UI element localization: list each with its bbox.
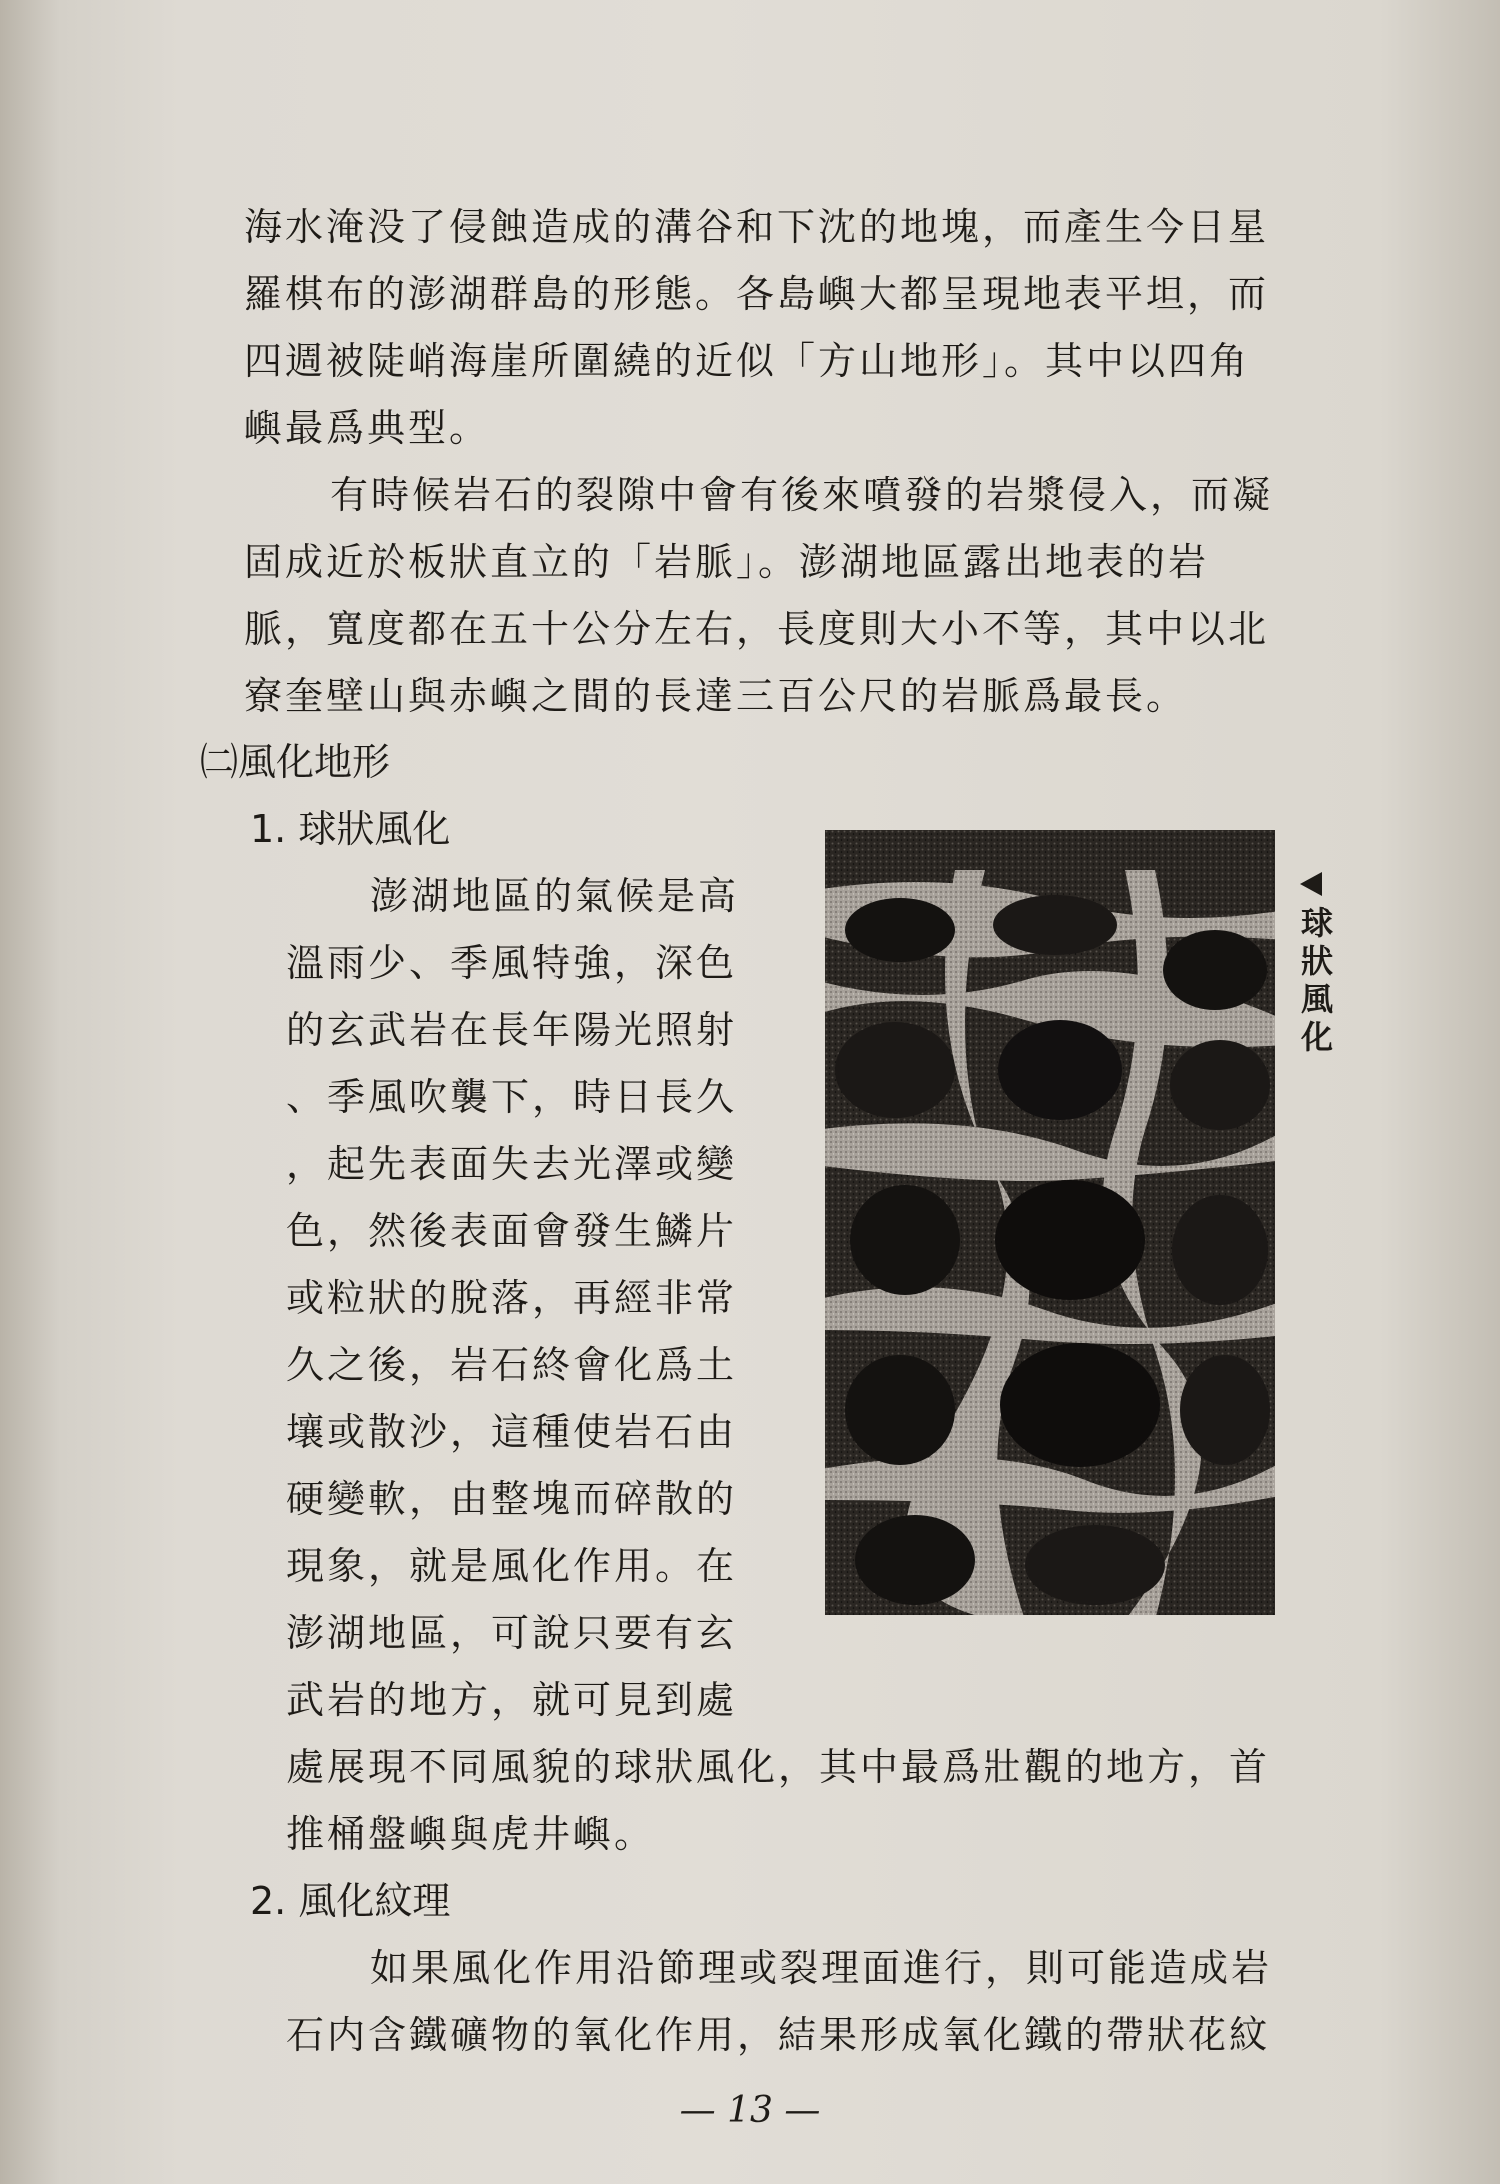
page-number: — 13 — [679, 2090, 821, 2131]
text-line: 溫雨少、季風特強，深色 [286, 941, 738, 985]
caption-char: 球 [1300, 904, 1333, 942]
text-line: 壤或散沙，這種使岩石由 [286, 1410, 738, 1454]
text-line: 有時候岩石的裂隙中會有後來噴發的岩漿侵入，而凝 [330, 473, 1274, 517]
text-line: 、季風吹襲下，時日長久 [286, 1075, 738, 1119]
text-line: 久之後，岩石終會化爲土 [286, 1343, 738, 1387]
text-line: 色，然後表面會發生鱗片 [286, 1209, 738, 1253]
text-line: 石内含鐵礦物的氧化作用，結果形成氧化鐵的帶狀花紋 [286, 2013, 1271, 2057]
caption-pointer-icon [1300, 872, 1322, 896]
text-line: 的玄武岩在長年陽光照射 [286, 1008, 738, 1052]
text-line: 羅棋布的澎湖群島的形態。各島嶼大都呈現地表平坦，而 [244, 272, 1270, 316]
text-line: 推桶盤嶼與虎井嶼。 [286, 1812, 656, 1856]
section-heading: ㈡風化地形 [200, 740, 391, 784]
spheroidal-weathering-photo [825, 830, 1275, 1615]
text-line: 處展現不同風貌的球狀風化，其中最爲壯觀的地方，首 [286, 1745, 1271, 1789]
subheading-spheroidal-weathering: 1. 球狀風化 [250, 807, 451, 851]
text-line: 海水淹没了侵蝕造成的溝谷和下沈的地塊，而產生今日星 [244, 205, 1270, 249]
subheading-weathering-texture: 2. 風化紋理 [250, 1879, 451, 1923]
text-line: ，起先表面失去光澤或變 [286, 1142, 738, 1186]
text-line: 武岩的地方，就可見到處 [286, 1678, 738, 1722]
text-line: 如果風化作用沿節理或裂理面進行，則可能造成岩 [370, 1946, 1273, 1990]
text-line: 固成近於板狀直立的「岩脈」。澎湖地區露出地表的岩 [244, 540, 1210, 584]
caption-char: 風 [1300, 980, 1333, 1018]
text-line: 四週被陡峭海崖所圍繞的近似「方山地形」。其中以四角 [244, 339, 1251, 383]
text-line: 脈，寬度都在五十公分左右，長度則大小不等，其中以北 [244, 607, 1270, 651]
text-line: 嶼最爲典型。 [244, 406, 491, 450]
text-line: 澎湖地區，可說只要有玄 [286, 1611, 738, 1655]
text-line: 澎湖地區的氣候是高 [370, 874, 740, 918]
caption-char: 化 [1300, 1018, 1333, 1056]
photo-caption [1297, 904, 1337, 1056]
basalt-rock-illustration [825, 830, 1275, 1615]
caption-char: 狀 [1300, 942, 1333, 980]
text-line: 或粒狀的脫落，再經非常 [286, 1276, 738, 1320]
text-line: 硬變軟，由整塊而碎散的 [286, 1477, 738, 1521]
text-line: 現象，就是風化作用。在 [286, 1544, 738, 1588]
text-line: 寮奎壁山與赤嶼之間的長達三百公尺的岩脈爲最長。 [244, 674, 1188, 718]
